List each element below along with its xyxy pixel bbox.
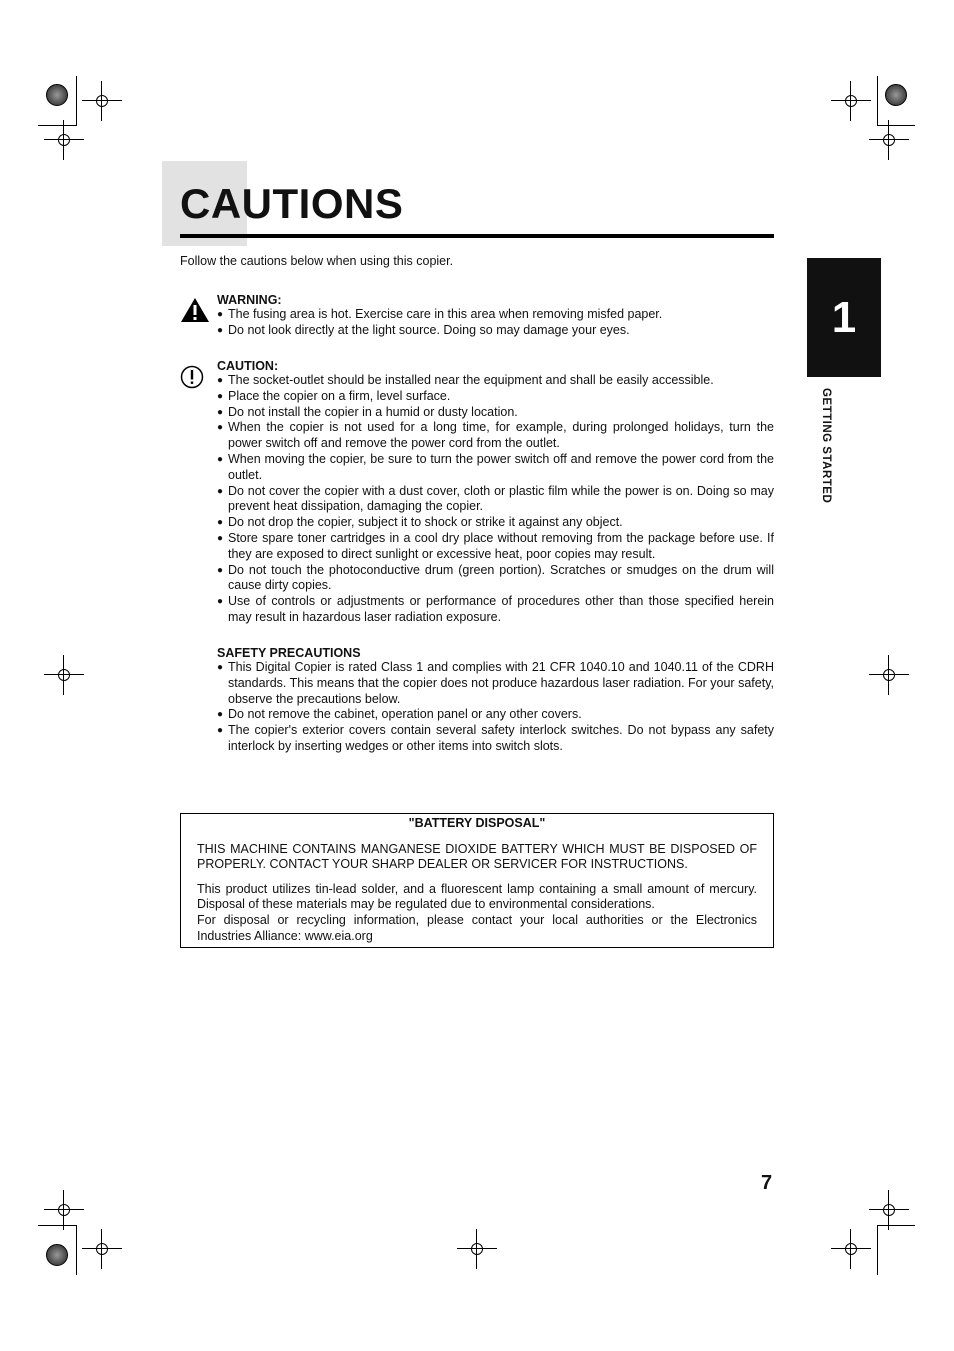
battery-para: THIS MACHINE CONTAINS MANGANESE DIOXIDE BATTERY WHICH MUST BE DISPOSED OF PROPERLY. CONTACT YOUR SHARP DEALER OR SERVICER FOR INSTRUCTIONS. bbox=[197, 841, 757, 872]
crop-line bbox=[877, 1225, 878, 1275]
warning-heading: WARNING: bbox=[217, 293, 282, 307]
page-title: CAUTIONS bbox=[180, 180, 404, 227]
registration-mark bbox=[82, 81, 122, 121]
crop-line bbox=[38, 1225, 76, 1226]
registration-mark bbox=[869, 1190, 909, 1230]
registration-mark bbox=[82, 1229, 122, 1269]
intro-text: Follow the cautions below when using this copier. bbox=[180, 254, 454, 268]
page-number: 7 bbox=[761, 1172, 773, 1194]
registration-mark bbox=[831, 81, 871, 121]
list-item: ● Do not drop the copier, subject it to shock or strike it against any object. bbox=[217, 515, 774, 531]
list-item: ● Do not install the copier in a humid or dusty location. bbox=[217, 405, 774, 421]
registration-disc bbox=[885, 84, 907, 106]
registration-mark bbox=[831, 1229, 871, 1269]
registration-disc bbox=[46, 84, 68, 106]
list-item: ● Store spare toner cartridges in a cool dry place without removing from the package before use. If they are exposed to direct sunlight or excessive heat, poor copies may result. bbox=[217, 531, 774, 563]
warning-section bbox=[217, 293, 774, 339]
crop-line bbox=[877, 1225, 915, 1226]
list-item: ● Do not remove the cabinet, operation panel or any other covers. bbox=[217, 707, 774, 723]
list-item: ● When the copier is not used for a long time, for example, during prolonged holidays, turn the power switch off and remove the power cord from the outlet. bbox=[217, 420, 774, 452]
list-item: ● This Digital Copier is rated Class 1 and complies with 21 CFR 1040.10 and 1040.11 of the CDRH standards. This means that the copier does not produce hazardous laser radiation. For your safety, observe the precautions below. bbox=[217, 660, 774, 707]
list-item: ● Do not touch the photoconductive drum (green portion). Scratches or smudges on the drum will cause dirty copies. bbox=[217, 563, 774, 595]
list-item: ● The socket-outlet should be installed near the equipment and shall be easily accessible. bbox=[217, 373, 774, 389]
crop-line bbox=[38, 125, 76, 126]
chapter-number: 1 bbox=[831, 292, 857, 342]
list-item: ● Do not look directly at the light source. Doing so may damage your eyes. bbox=[217, 323, 774, 339]
battery-disposal-box bbox=[180, 813, 774, 948]
safety-heading: SAFETY PRECAUTIONS bbox=[217, 646, 361, 660]
list-item: ● Use of controls or adjustments or performance of procedures other than those specified herein may result in hazardous laser radiation exposure. bbox=[217, 594, 774, 626]
battery-para: This product utilizes tin-lead solder, and a fluorescent lamp containing a small amount of mercury. Disposal of these materials may be regulated due to environmental considerations. bbox=[197, 881, 757, 912]
warning-triangle-icon bbox=[180, 297, 210, 323]
caution-section bbox=[217, 359, 774, 626]
crop-line bbox=[877, 76, 878, 126]
crop-line bbox=[76, 76, 77, 126]
crop-line bbox=[877, 125, 915, 126]
registration-mark bbox=[44, 1190, 84, 1230]
chapter-label: GETTING STARTED bbox=[820, 388, 832, 504]
registration-mark bbox=[44, 655, 84, 695]
list-item: ● Do not cover the copier with a dust cover, cloth or plastic film while the power is on. Doing so may prevent heat dissipation, damaging the copier. bbox=[217, 484, 774, 516]
title-underline bbox=[180, 234, 774, 238]
registration-mark bbox=[869, 120, 909, 160]
caution-heading: CAUTION: bbox=[217, 359, 279, 373]
exclamation-circle-icon bbox=[180, 365, 204, 389]
safety-section bbox=[217, 646, 774, 755]
registration-mark bbox=[869, 655, 909, 695]
registration-disc bbox=[46, 1244, 68, 1266]
chapter-tab bbox=[807, 258, 881, 377]
battery-title: "BATTERY DISPOSAL" bbox=[408, 816, 546, 830]
battery-para: For disposal or recycling information, please contact your local authorities or the Electronics Industries Alliance: www.eia.org bbox=[197, 912, 757, 943]
list-item: ● When moving the copier, be sure to turn the power switch off and remove the power cord from the outlet. bbox=[217, 452, 774, 484]
list-item: ● Place the copier on a firm, level surface. bbox=[217, 389, 774, 405]
registration-mark bbox=[457, 1229, 497, 1269]
crop-line bbox=[76, 1225, 77, 1275]
registration-mark bbox=[44, 120, 84, 160]
list-item: ● The copier's exterior covers contain several safety interlock switches. Do not bypass any safety interlock by inserting wedges or other items into switch slots. bbox=[217, 723, 774, 755]
list-item: ● The fusing area is hot. Exercise care in this area when removing misfed paper. bbox=[217, 307, 774, 323]
